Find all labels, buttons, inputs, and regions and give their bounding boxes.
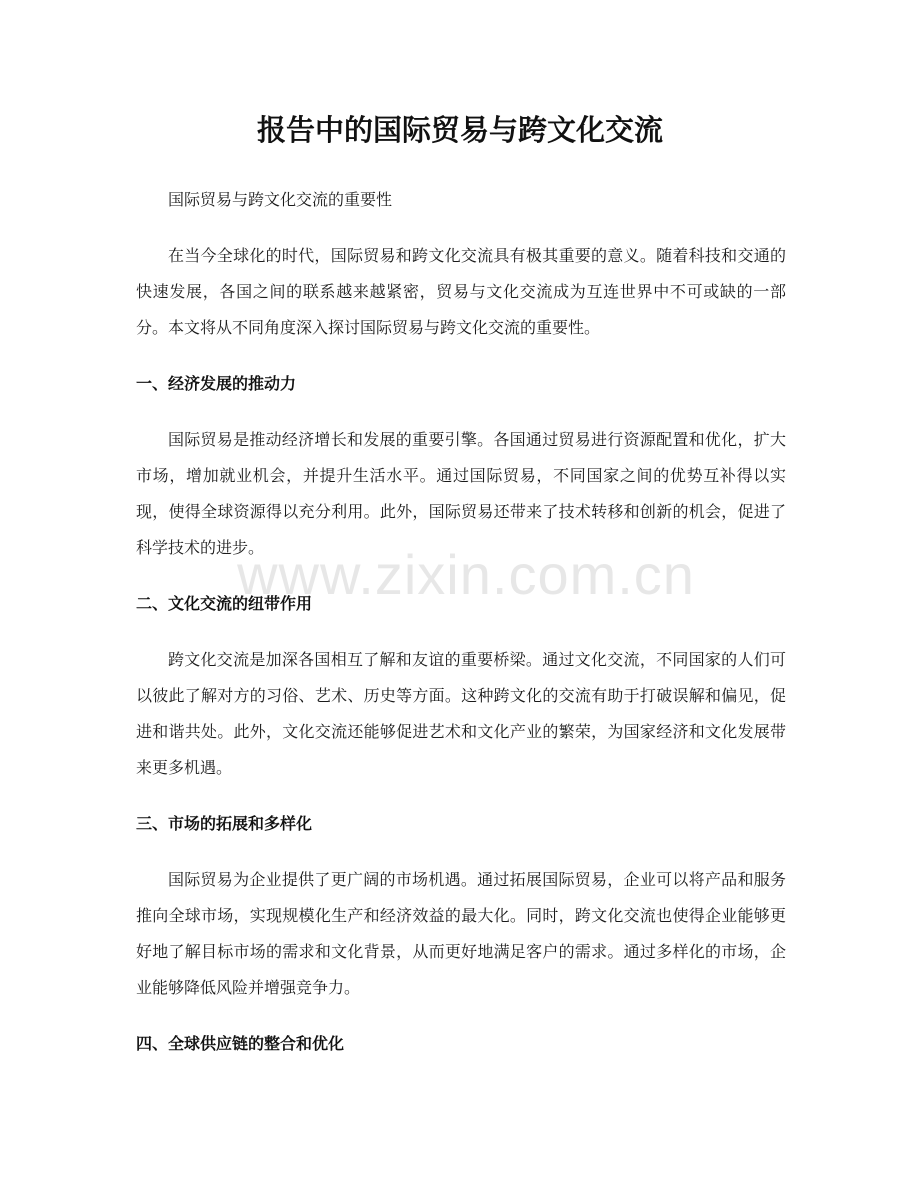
section-heading-culture: 二、文化交流的纽带作用 [136, 594, 313, 613]
section-body-culture: 跨文化交流是加深各国相互了解和友谊的重要桥梁。通过文化交流，不同国家的人们可以彼此了解对方的习俗、艺术、历史等方面。这种跨文化的交流有助于打破误解和偏见，促进和谐共处。此外，文化交流还能够促进艺术和文化产业的繁荣，为国家经济和文化发展带来更多机遇。 [136, 650, 786, 777]
section-heading-market: 三、市场的拓展和多样化 [136, 814, 313, 833]
section-heading-supply-chain: 四、全球供应链的整合和优化 [136, 1034, 345, 1053]
document-title: 报告中的国际贸易与跨文化交流 [256, 113, 663, 147]
document-subtitle: 国际贸易与跨文化交流的重要性 [168, 190, 393, 209]
section-heading-economy: 一、经济发展的推动力 [136, 374, 297, 393]
watermark-text: www.zixin.com.cn [237, 543, 695, 606]
intro-paragraph: 在当今全球化的时代，国际贸易和跨文化交流具有极其重要的意义。随着科技和交通的快速发展，各国之间的联系越来越紧密，贸易与文化交流成为互连世界中不可或缺的一部分。本文将从不同角度深入探讨国际贸易与跨文化交流的重要性。 [136, 246, 786, 337]
section-body-economy: 国际贸易是推动经济增长和发展的重要引擎。各国通过贸易进行资源配置和优化，扩大市场，增加就业机会，并提升生活水平。通过国际贸易，不同国家之间的优势互补得以实现，使得全球资源得以充分利用。此外，国际贸易还带来了技术转移和创新的机会，促进了科学技术的进步。 [136, 430, 786, 557]
document-body [136, 182, 786, 1082]
section-body-market: 国际贸易为企业提供了更广阔的市场机遇。通过拓展国际贸易，企业可以将产品和服务推向全球市场，实现规模化生产和经济效益的最大化。同时，跨文化交流也使得企业能够更好地了解目标市场的需求和文化背景，从而更好地满足客户的需求。通过多样化的市场，企业能够降低风险并增强竞争力。 [136, 870, 786, 997]
